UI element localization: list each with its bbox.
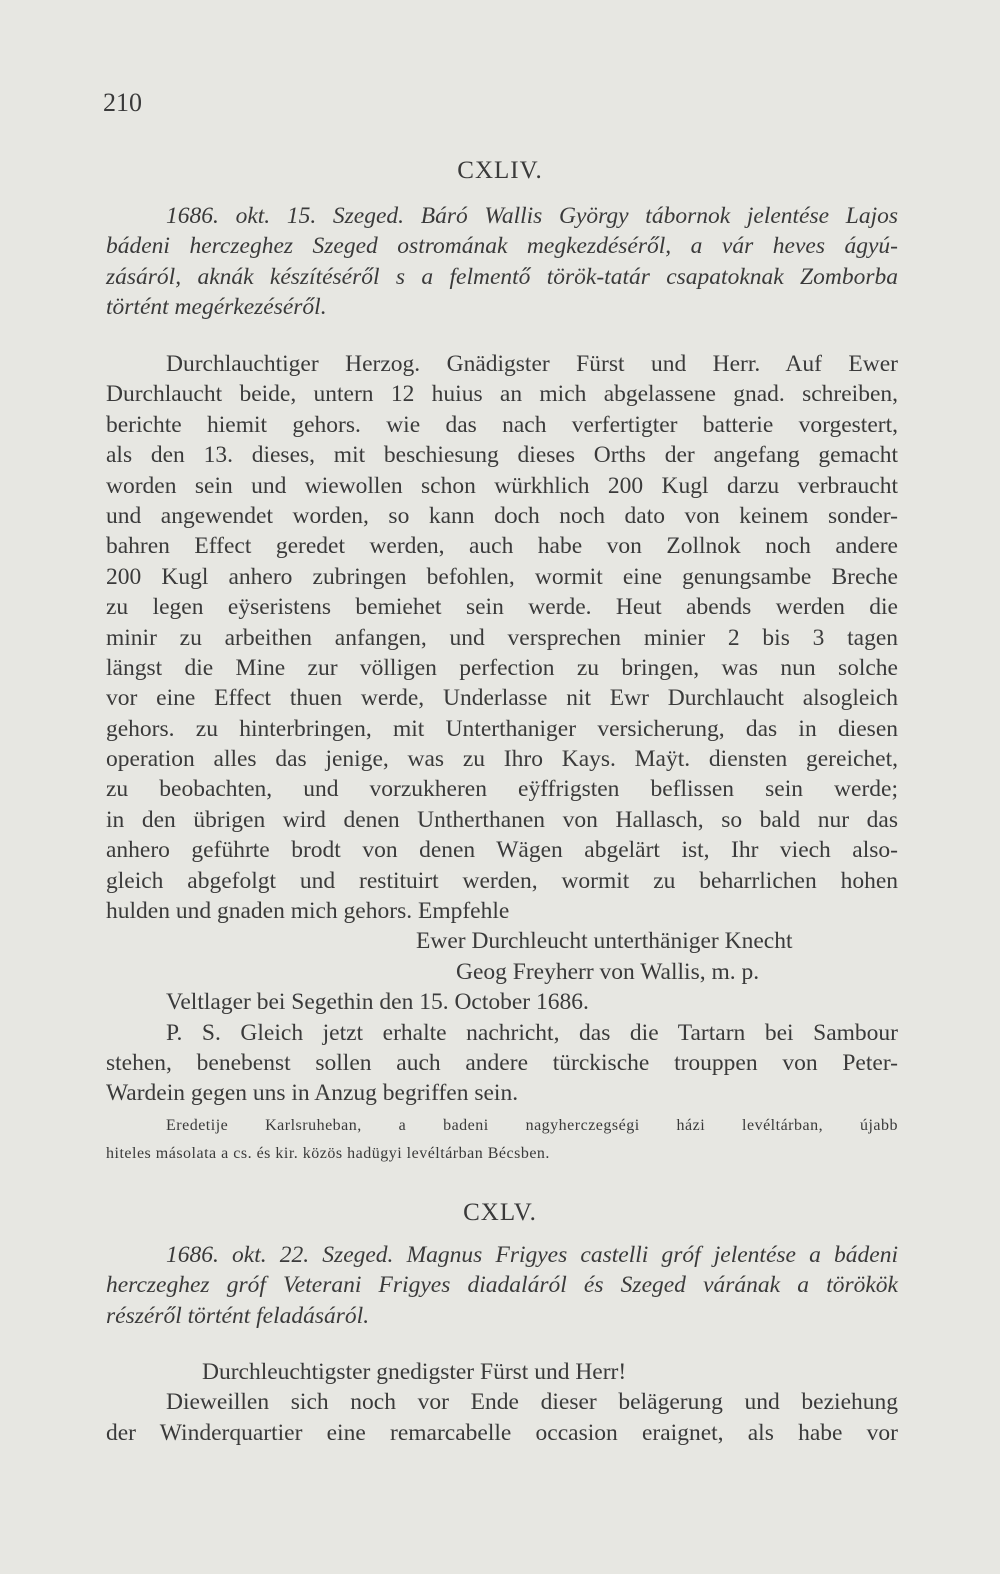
body-line: als den 13. dieses, mit beschiesung dieses Orths der angefang gemacht [106,442,898,469]
ps-line: stehen, benebenst sollen auch andere türckische trouppen von Peter- [106,1049,898,1076]
body-line: Durchlaucht beide, untern 12 huius an mich abgelassene gnad. schreiben, [106,381,898,408]
body-line: Durchlauchtiger Herzog. Gnädigster Fürst und Herr. Auf Ewer [166,351,898,377]
closing-line: Ewer Durchleucht unterthäniger Knecht [416,928,793,955]
summary-line: részéről történt feladásáról. [106,1302,370,1329]
body-line: Dieweillen sich noch vor Ende dieser belägerung und beziehung [166,1389,898,1416]
letter-body-cxlv [106,1357,898,1448]
body-line: gleich abgefolgt und restituirt werden, wormit zu beharrlichen hohen [106,867,898,894]
document-number-cxliv: CXLIV. [457,157,543,184]
ps-line: Wardein gegen uns in Anzug begriffen sein. [106,1080,519,1107]
summary-line: zásáról, aknák készítéséről s a felmentő török-tatár csapatoknak Zomborba [106,263,898,290]
summary-line: 1686. okt. 22. Szeged. Magnus Frigyes castelli gróf jelentése a bádeni [166,1242,898,1268]
body-line: vor eine Effect thuen werde, Underlasse nit Ewr Durchlaucht alsogleich [106,685,898,712]
dateline: Veltlager bei Segethin den 15. October 1686. [166,989,589,1016]
body-line: zu legen eÿseristens bemiehet sein werde. Heut abends werden die [106,594,898,621]
summary-line: 1686. okt. 15. Szeged. Báró Wallis György tábornok jelentése Lajos [166,203,898,229]
body-line: anhero geführte brodt von denen Wägen abgelärt ist, Ihr viech also- [106,837,898,864]
body-line: worden sein und wiewollen schon würkhlich 200 Kugl darzu verbraucht [106,472,898,499]
summary-cxliv [106,201,898,323]
body-line: gehors. zu hinterbringen, mit Unterthaniger versicherung, das in diesen [106,715,898,742]
body-line: zu beobachten, und vorzukheren eÿffrigsten beflissen sein werde; [106,776,898,803]
body-line: in den übrigen wird denen Untherthanen von Hallasch, so bald nur das [106,806,898,833]
body-line: berichte hiemit gehors. wie das nach verfertigter batterie vorgestert, [106,411,898,438]
summary-line: bádeni herczeghez Szeged ostromának megkezdéséről, a vár heves ágyú- [106,233,898,260]
archival-note [106,1112,898,1168]
note-line: Eredetije Karlsruheban, a badeni nagyherczegségi házi levéltárban, újabb [166,1117,898,1134]
signature: Geog Freyherr von Wallis, m. p. [456,958,760,985]
summary-line: történt megérkezéséről. [106,294,327,321]
summary-cxlv [106,1240,898,1331]
body-line: und angewendet worden, so kann doch noch dato von keinem sonder- [106,502,898,529]
body-line: hulden und gnaden mich gehors. Empfehle [106,898,510,925]
document-number-cxlv: CXLV. [463,1199,537,1226]
body-line: bahren Effect geredet werden, auch habe von Zollnok noch andere [106,533,898,560]
body-line: minir zu arbeithen anfangen, und versprechen minier 2 bis 3 tagen [106,624,898,651]
page-number: 210 [103,88,142,117]
ps-line: P. S. Gleich jetzt erhalte nachricht, das die Tartarn bei Sambour [166,1019,898,1046]
letter-body-cxliv [106,349,898,1109]
body-line: 200 Kugl anhero zubringen befohlen, wormit eine genungsambe Breche [106,563,898,590]
body-line: der Winderquartier eine remarcabelle occasion eraignet, als habe vor [106,1419,898,1446]
body-line: operation alles das jenige, was zu Ihro Kays. Maÿt. diensten gereichet, [106,746,898,773]
note-line: hiteles másolata a cs. és kir. közös hadügyi levéltárban Bécsben. [106,1145,550,1162]
salutation: Durchleuchtigster gnedigster Fürst und Herr! [202,1359,627,1385]
body-line: längst die Mine zur völligen perfection zu bringen, was nun solche [106,654,898,681]
summary-line: herczeghez gróf Veterani Frigyes diadaláról és Szeged várának a törökök [106,1272,898,1299]
